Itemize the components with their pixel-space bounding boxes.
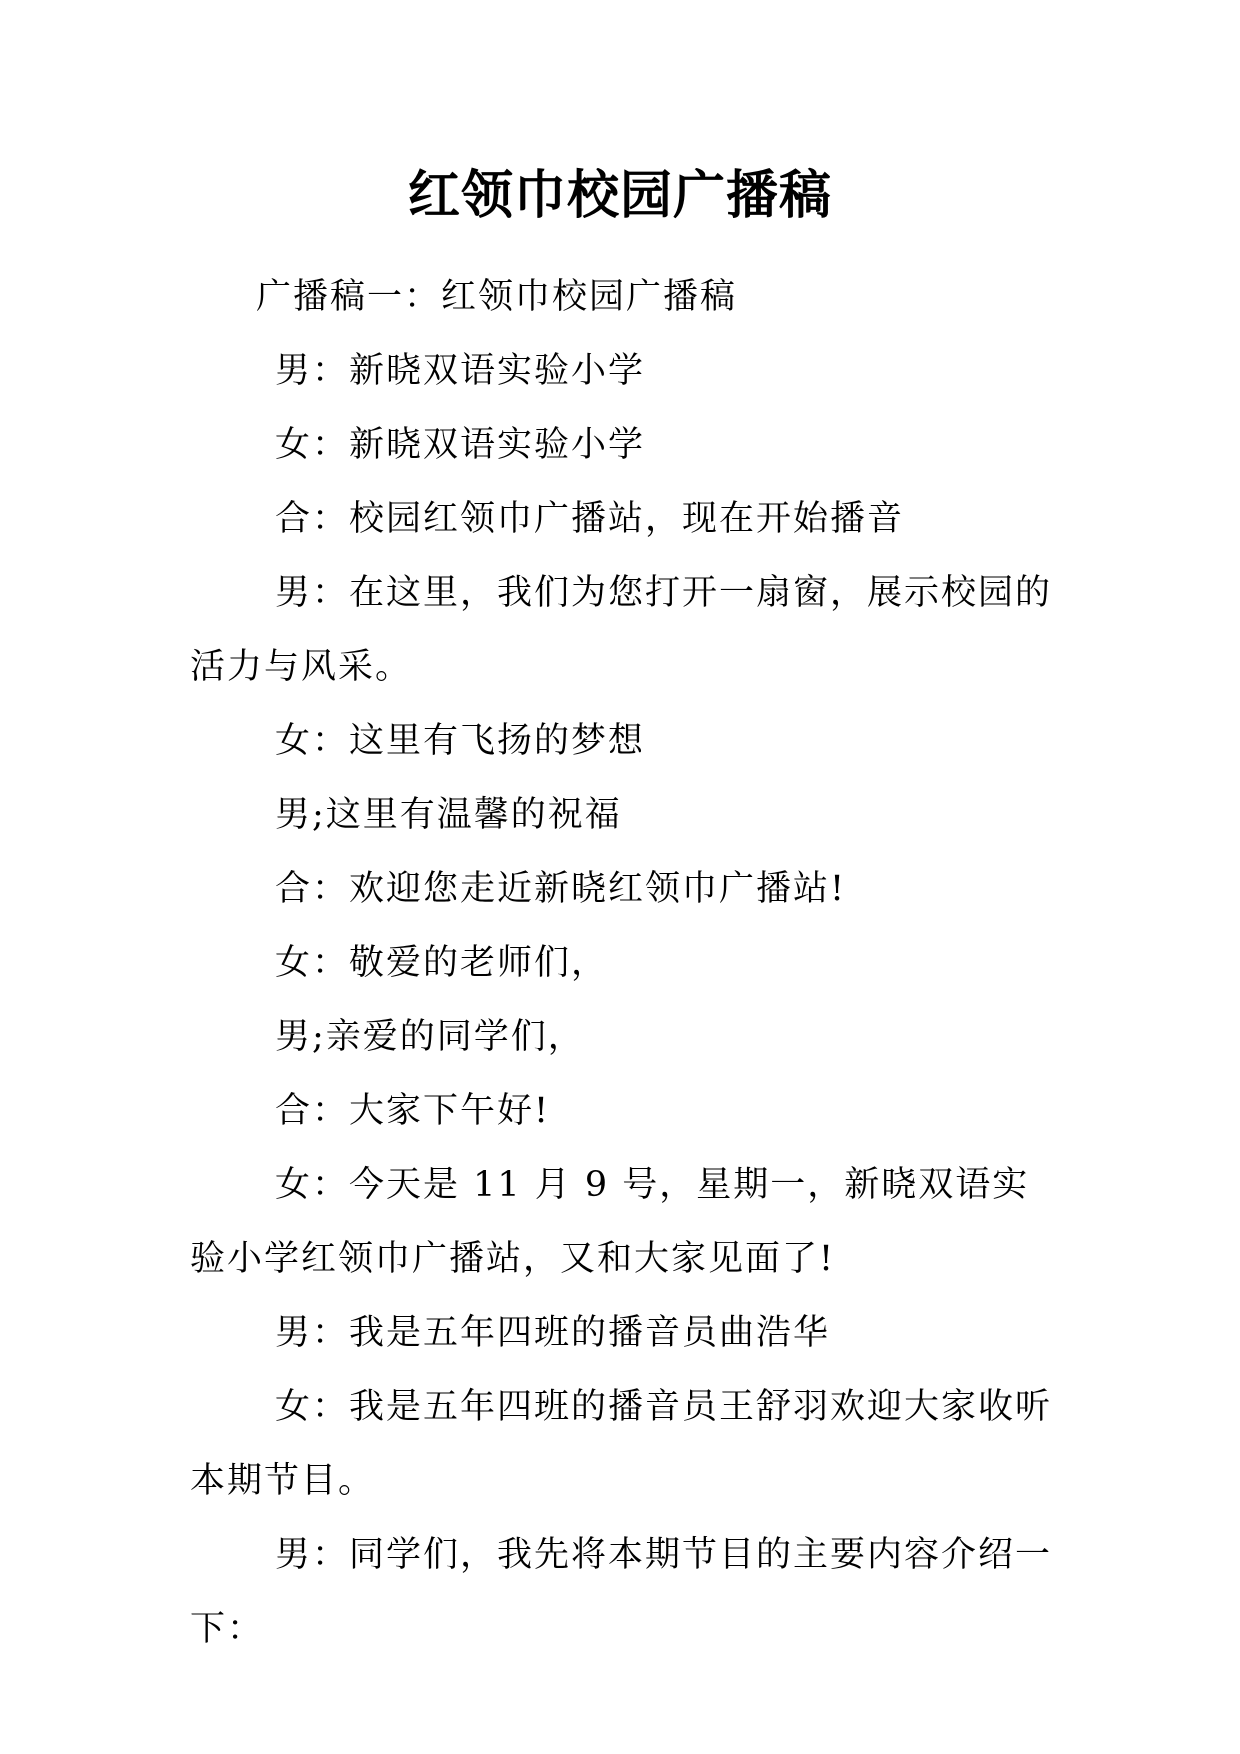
- paragraph: 男：我是五年四班的播音员曲浩华: [275, 1313, 831, 1353]
- paragraph: 男：新晓双语实验小学: [275, 351, 646, 391]
- document-title: 红领巾校园广播稿: [407, 165, 832, 226]
- paragraph: 男：同学们，我先将本期节目的主要内容介绍一下：: [190, 1535, 1053, 1649]
- paragraph: 女：这里有飞扬的梦想: [275, 721, 646, 761]
- paragraph: 合：大家下午好!: [275, 1091, 551, 1131]
- paragraph: 男：在这里，我们为您打开一扇窗，展示校园的活力与风采。: [190, 573, 1053, 687]
- paragraph: 男;亲爱的同学们，: [275, 1017, 585, 1057]
- paragraph: 合：欢迎您走近新晓红领巾广播站!: [275, 869, 847, 909]
- paragraph: 女：敬爱的老师们，: [275, 943, 609, 983]
- paragraph: 女：我是五年四班的播音员王舒羽欢迎大家收听本期节目。: [190, 1387, 1053, 1501]
- paragraph: 女：今天是 11 月 9 号，星期一，新晓双语实验小学红领巾广播站，又和大家见面了!: [190, 1165, 1030, 1279]
- paragraph: 女：新晓双语实验小学: [275, 425, 646, 465]
- paragraph: 合：校园红领巾广播站，现在开始播音: [275, 499, 905, 539]
- paragraph-heading: 广播稿一：红领巾校园广播稿: [256, 277, 738, 317]
- document-body: [190, 260, 1060, 1666]
- paragraph: 男;这里有温馨的祝福: [275, 795, 622, 835]
